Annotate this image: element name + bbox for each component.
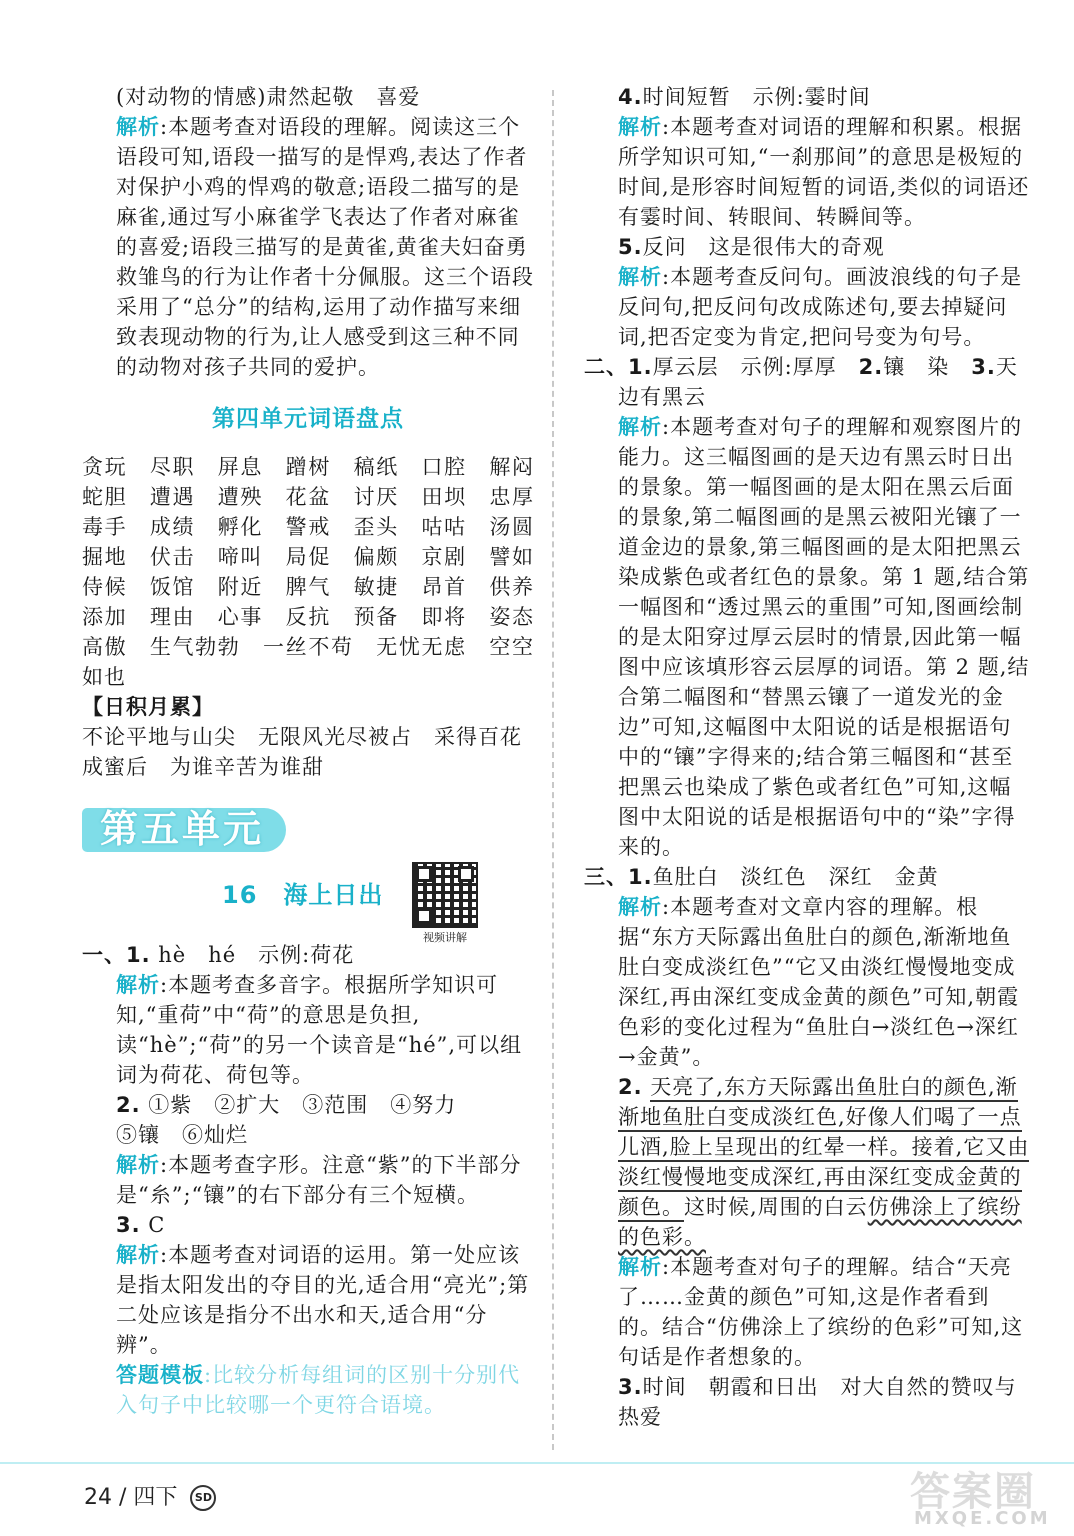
q4-answer-text: 时间短暂 示例:霎时间: [642, 85, 871, 109]
analysis-text: :本题考查对语段的理解。阅读这三个语段可知,语段一描写的是悍鸡,表达了作者对保护小鸡的悍鸡的敬意;语段二描写的是麻雀,通过写小麻雀学飞表达了作者对麻雀的喜爱;语段三描写的是黄雀,黄雀夫妇奋勇救雏鸟的行为让作者十分佩服。这三个语段采用了“总分”的结构,运用了动作描写来细致表现动物的行为,让人感受到这三种不同的动物对孩子共同的爱护。: [116, 115, 534, 379]
s2-q1-number: 1.: [628, 355, 653, 379]
column-divider: [552, 90, 554, 1450]
template-text: :比较分析每组词的区别十分别代入句子中比较哪一个更符合语境。: [116, 1363, 521, 1417]
lesson-number: 16: [222, 881, 258, 909]
analysis-text: :本题考查对词语的运用。第一处应该是指太阳发出的夺目的光,适合用“亮光”;第二处应该是指分不出水和天,适合用“分辨”。: [116, 1243, 530, 1357]
straight-underlined-text: 天亮了,东方天际露出鱼肚白的颜色,渐渐地鱼肚白变成淡红色,好像人们喝了一点儿酒,脸上呈现出的红晕一样。接着,它又由淡红慢慢地变成深红,再由深红变成金黄的颜色。: [618, 1075, 1029, 1222]
s2-q2-answer: 镶 染: [883, 355, 972, 379]
q5-answer-text: 反问 这是很伟大的奇观: [642, 235, 885, 259]
analysis-text: :本题考查字形。注意“紫”的下半部分是“糸”;“镶”的右下部分有三个短横。: [116, 1153, 522, 1207]
qr-finder: [416, 908, 432, 924]
s3-q1-answer: 鱼肚白 淡红色 深红 金黄: [652, 865, 939, 889]
s3-q3-answer: [584, 1372, 1030, 1432]
q1-answer: [82, 940, 534, 970]
analysis-label: 解析: [116, 1153, 160, 1177]
q1-analysis: [82, 970, 534, 1090]
analysis-text: :本题考查对句子的理解和观察图片的能力。这三幅图画的是天边有黑云时日出的景象。第一幅图画的是太阳在黑云后面的景象,第二幅图画的是黑云被阳光镶了一道金边的景象,第三幅图画的是太阳把黑云染成紫色或者红色的景象。第 1 题,结合第一幅图和“透过黑云的重围”可知,图画绘制的是太阳穿过厚云层时的情景,因此第一幅图中应该填形容云层厚的词语。第 2 题,结合第二幅图和“替黑云镶了一道发光的金边”可知,这幅图中太阳说的话是根据语句中的“镶”字得来的;结合第三幅图和“甚至把黑云也染成了紫色或者红色”可知,这幅图中太阳说的话是根据语句中的“染”字得来的。: [618, 415, 1030, 859]
q2-analysis: [82, 1150, 534, 1210]
analysis-label: 解析: [618, 115, 662, 139]
s3-q1-number: 1.: [628, 865, 653, 889]
s2-q1-answer: 厚云层 示例:厚厚: [652, 355, 859, 379]
grade-label: 四下: [133, 1485, 178, 1510]
q3-answer-text: C: [140, 1213, 166, 1237]
watermark-url: MXQE.COM: [914, 1508, 1051, 1529]
analysis-label: 解析: [116, 973, 160, 997]
page-number: 24: [84, 1485, 112, 1510]
analysis-label: 解析: [618, 1255, 662, 1279]
s3-q3-number: 3.: [618, 1375, 643, 1399]
qr-finder: [458, 866, 474, 882]
unit4-heading: 第四单元词语盘点: [212, 406, 404, 432]
page-footer: [84, 1480, 216, 1511]
q2-answer-cont: ⑤镶 ⑥灿烂: [116, 1123, 248, 1147]
right-column: [584, 82, 1030, 1432]
section-two-analysis: [584, 412, 1030, 862]
intro-answer: (对动物的情感)肃然起敬 喜爱: [116, 85, 421, 109]
answer-template: [82, 1360, 534, 1420]
section-one-marker: 一、: [82, 943, 126, 967]
q3-number: 3.: [116, 1213, 141, 1237]
qr-finder: [416, 866, 432, 882]
s2-q2-number: 2.: [858, 355, 884, 379]
q4-answer: [584, 82, 1030, 112]
wavy-underlined-text: 仿佛涂上了缤纷的色彩。: [618, 1195, 1022, 1249]
analysis-paragraph: [82, 112, 534, 382]
s3-q2-mid-text: 这时候,周围的白云: [684, 1195, 868, 1219]
s3-q3-answer-text: 时间 朝霞和日出 对大自然的赞叹与热爱: [618, 1375, 1017, 1429]
lesson-name: 海上日出: [283, 881, 384, 909]
s2-q3-number: 3.: [971, 355, 996, 379]
left-column: [82, 82, 556, 1420]
analysis-label: 解析: [116, 1243, 160, 1267]
q2-answer-a: ①紫 ②扩大 ③范围 ④努力: [148, 1093, 457, 1117]
analysis-text: :本题考查对文章内容的理解。根据“东方天际露出鱼肚白的颜色,渐渐地鱼肚白变成淡红色”“它又由淡红慢慢地变成深红,再由深红变成金黄的颜色”可知,朝霞色彩的变化过程为“鱼肚白→淡红色→深红→金黄”。: [618, 895, 1020, 1069]
q4-number: 4.: [618, 85, 643, 109]
section-two-answer: [584, 352, 1030, 412]
accumulate-title: 【日积月累】: [82, 695, 214, 719]
sd-badge-icon: SD: [190, 1485, 216, 1511]
watermark-logo: [900, 1470, 1060, 1530]
analysis-text: :本题考查对句子的理解。结合“天亮了……金黄的颜色”可知,这是作者看到的。结合“仿佛涂上了缤纷的色彩”可知,这句话是作者想象的。: [618, 1255, 1024, 1369]
accumulate-text: 不论平地与山尖 无限风光尽被占 采得百花成蜜后 为谁辛苦为谁甜: [82, 725, 522, 779]
unit5-banner: 第五单元: [82, 808, 286, 852]
q1-answer-text: hè hé 示例:荷花: [150, 943, 355, 967]
unit4-word-list: 贪玩 尽职 屏息 蹭树 稿纸 口腔 解闷 蛇胆 遭遇 遭殃 花盆 讨厌 田坝 忠厚 毒手 成绩 孵化 警戒 歪头 咕咕 汤圆 掘地 伏击 啼叫 局促 偏颇 京剧 譬如 侍候 饭馆 附近 脾气 敏捷 昂首 供养 添加 理由 心事 反抗 预备 即将 姿态 高傲 生气勃勃 一丝不苟 无忧无虑 空空如也: [82, 455, 556, 689]
q2-answer: [82, 1090, 534, 1120]
s3-q2-analysis: [584, 1252, 1030, 1372]
qr-code-icon[interactable]: [412, 862, 478, 928]
lesson-title: [222, 880, 383, 910]
watermark-text: 答案圈: [910, 1469, 1036, 1515]
analysis-label: 解析: [618, 265, 662, 289]
q3-answer: [82, 1210, 534, 1240]
q4-analysis: [584, 112, 1030, 232]
s3-q2-number: 2.: [618, 1075, 643, 1099]
q5-number: 5.: [618, 235, 643, 259]
q2-number: 2.: [116, 1093, 141, 1117]
analysis-label: 解析: [618, 895, 662, 919]
template-label: 答题模板: [116, 1363, 204, 1387]
footer-separator: /: [119, 1485, 127, 1510]
analysis-label: 解析: [618, 415, 662, 439]
qr-caption: 视频讲解: [423, 931, 467, 944]
analysis-text: :本题考查反问句。画波浪线的句子是反问句,把反问句改成陈述句,要去掉疑问词,把否定变为肯定,把问号变为句号。: [618, 265, 1023, 349]
analysis-text: :本题考查对词语的理解和积累。根据所学知识可知,“一刹那间”的意思是极短的时间,是形容时间短暂的词语,类似的词语还有霎时间、转眼间、转瞬间等。: [618, 115, 1030, 229]
q5-analysis: [584, 262, 1030, 352]
section-three-marker: 三、: [584, 865, 628, 889]
q5-answer: [584, 232, 1030, 262]
s3-q1-analysis: [584, 892, 1030, 1072]
q3-analysis: [82, 1240, 534, 1360]
analysis-text: :本题考查多音字。根据所学知识可知,“重荷”中“荷”的意思是负担,读“hè”;“荷”的另一个读音是“hé”,可以组词为荷花、荷包等。: [116, 973, 523, 1087]
s3-q2-answer: [584, 1072, 1030, 1252]
section-three-q1: [584, 862, 1030, 892]
s2-q3-answer: 天边有黑云: [618, 355, 1018, 409]
lesson-header: [82, 862, 534, 944]
analysis-label: 解析: [116, 115, 160, 139]
section-two-marker: 二、: [584, 355, 628, 379]
q1-number: 1.: [126, 943, 151, 967]
